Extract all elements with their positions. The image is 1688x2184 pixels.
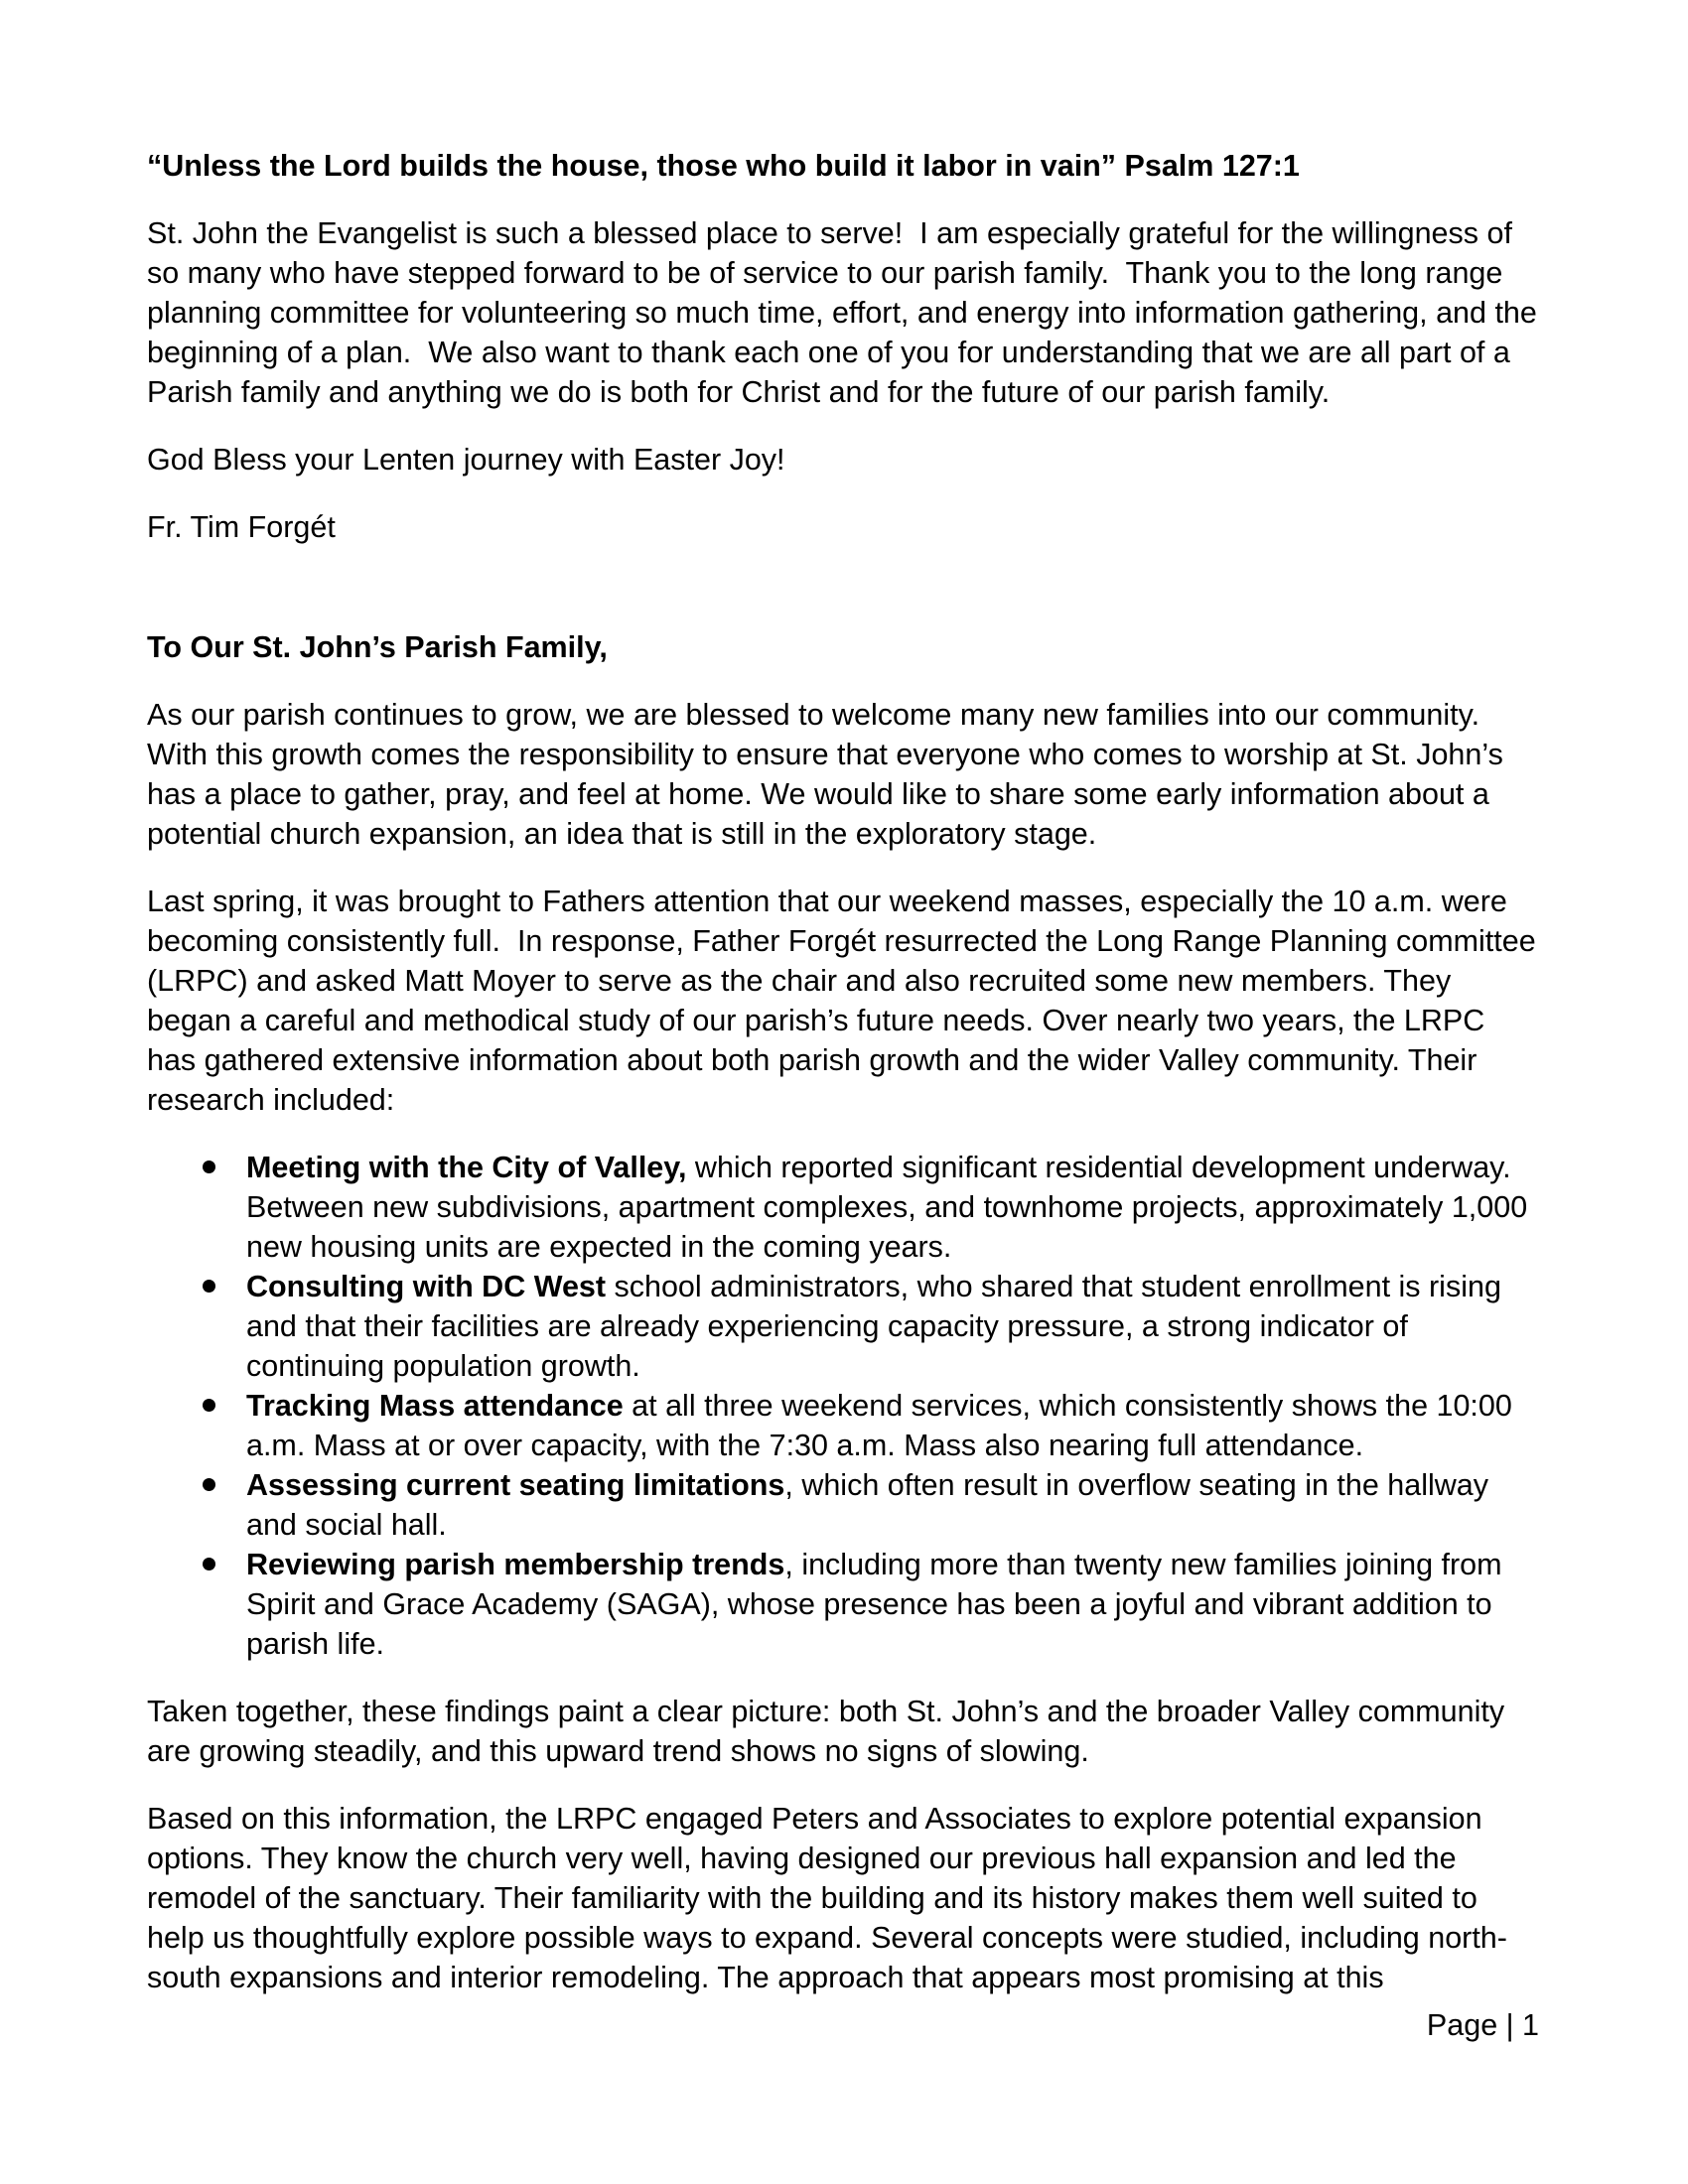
signature-line: Fr. Tim Forgét xyxy=(147,510,336,544)
list-item-bold-lead: Consulting with DC West xyxy=(246,1270,607,1303)
growth-paragraph: As our parish continues to grow, we are blessed to welcome many new families into our community. With this growth comes the responsibility to ensure that everyone who comes to worship at St. John’s has a place to gather, pray, and feel at home. We would like to share some early information about a potential church expansion, an idea that is still in the exploratory stage. xyxy=(147,698,1512,851)
list-item-bold-lead: Meeting with the City of Valley, xyxy=(246,1151,687,1184)
salutation-heading: To Our St. John’s Parish Family, xyxy=(147,630,608,664)
bullet-icon xyxy=(203,1478,215,1491)
list-item-text: , including more than twenty new families joining from Spirit and Grace Academy (SAGA), whose presence has been a joyful and vibrant addition to parish life. xyxy=(246,1548,1511,1661)
research-list xyxy=(147,1148,1537,1664)
blessing-line: God Bless your Lenten journey with Easter Joy! xyxy=(147,443,785,477)
list-item-mass-attendance xyxy=(147,1386,1537,1465)
section-spacer xyxy=(147,575,1537,627)
list-item-text: at all three weekend services, which consistently shows the 10:00 a.m. Mass at or over capacity, with the 7:30 a.m. Mass also nearing full attendance. xyxy=(246,1389,1521,1462)
list-item-text: school administrators, who shared that student enrollment is rising and that their facilities are already experiencing capacity pressure, a strong indicator of continuing population growth. xyxy=(246,1270,1510,1383)
bullet-icon xyxy=(203,1280,215,1293)
list-item-text: , which often result in overflow seating in the hallway and social hall. xyxy=(246,1468,1497,1542)
list-item-dc-west xyxy=(147,1267,1537,1386)
list-item-seating-limitations xyxy=(147,1465,1537,1545)
page-number: Page | 1 xyxy=(1426,2008,1539,2042)
bullet-icon xyxy=(203,1558,215,1570)
list-item-text: which reported significant residential development underway. Between new subdivisions, apartment complexes, and townhome projects, approximately 1,000 new housing units are expected in the coming years. xyxy=(246,1151,1536,1264)
list-item-bold-lead: Tracking Mass attendance xyxy=(246,1389,624,1423)
findings-paragraph: Taken together, these findings paint a clear picture: both St. John’s and the broader Valley community are growing steadily, and this upward trend shows no signs of slowing. xyxy=(147,1695,1513,1768)
list-item-bold-lead: Assessing current seating limitations xyxy=(246,1468,785,1502)
intro-paragraph: St. John the Evangelist is such a blessed place to serve! I am especially grateful for the willingness of so many who have stepped forward to be of service to our parish family. Thank you to the long range planning committee for volunteering so much time, effort, and energy into information gathering, and the beginning of a plan. We also want to thank each one of you for understanding that we are all part of a Parish family and anything we do is both for Christ and for the future of our parish family. xyxy=(147,216,1546,409)
list-item-membership-trends xyxy=(147,1545,1537,1664)
bullet-icon xyxy=(203,1399,215,1412)
bullet-icon xyxy=(203,1160,215,1173)
peters-paragraph: Based on this information, the LRPC engaged Peters and Associates to explore potential expansion options. They know the church very well, having designed our previous hall expansion and led the remodel of the sanctuary. Their familiarity with the building and its history makes them well suited to help us thoughtfully explore possible ways to expand. Several concepts were studied, including north-south expansions and interior remodeling. The approach that appears most promising at this xyxy=(147,1802,1507,1994)
list-item-bold-lead: Reviewing parish membership trends xyxy=(246,1548,785,1581)
list-item-city-of-valley xyxy=(147,1148,1537,1267)
psalm-heading: “Unless the Lord builds the house, those who build it labor in vain” Psalm 127:1 xyxy=(147,149,1300,183)
lrpc-paragraph: Last spring, it was brought to Fathers attention that our weekend masses, especially the 10 a.m. were becoming consistently full. In response, Father Forgét resurrected the Long Range Planning committee (LRPC) and asked Matt Moyer to serve as the chair and also recruited some new members. They began a careful and methodical study of our parish’s future needs. Over nearly two years, the LRPC has gathered extensive information about both parish growth and the wider Valley community. Their research included: xyxy=(147,885,1545,1117)
